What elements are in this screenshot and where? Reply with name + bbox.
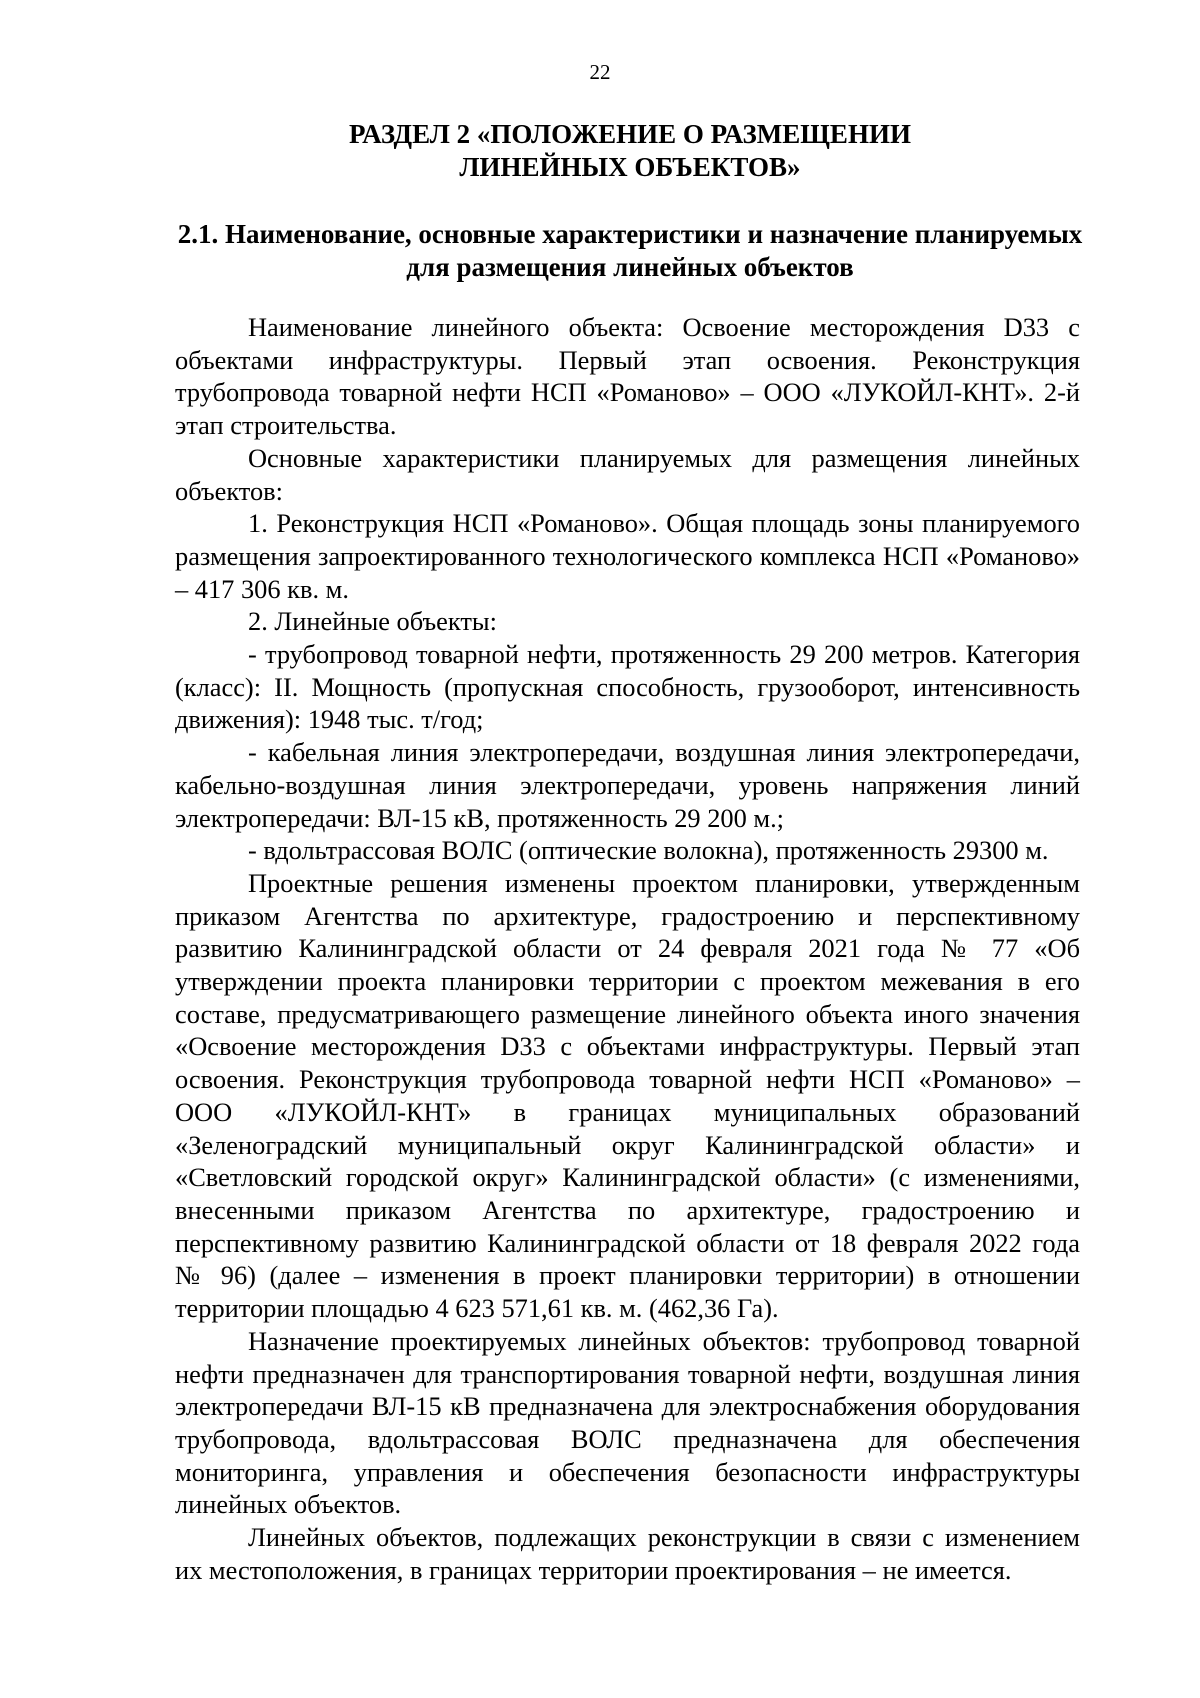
subsection-title-line-1: 2.1. Наименование, основные характеристики и назначение планируемых (177, 219, 1083, 249)
section-title-line-1: РАЗДЕЛ 2 «ПОЛОЖЕНИЕ О РАЗМЕЩЕНИИ (349, 119, 911, 149)
paragraph-reconstruction-note: Линейных объектов, подлежащих реконструкции в связи с изменением их местоположения, в границах территории проектирования – не имеется. (175, 1522, 1080, 1585)
paragraph-power-line: - кабельная линия электропередачи, воздушная линия электропередачи, кабельно-воздушная линия электропередачи, уровень напряжения линий электропередачи: ВЛ-15 кВ, протяженность 29 200 м.; (175, 737, 1080, 833)
paragraph-purpose: Назначение проектируемых линейных объектов: трубопровод товарной нефти предназначен для транспортирования товарной нефти, воздушная линия электропередачи ВЛ-15 кВ предназначена для электроснабжения оборудования трубопровода, вдольтрассовая ВОЛС предназначена для обеспечения мониторинга, управления и обеспечения безопасности инфраструктуры линейных объектов. (175, 1325, 1080, 1520)
subsection-title (175, 218, 1085, 284)
page-number: 22 (589, 60, 611, 84)
subsection-title-line-2: для размещения линейных объектов (406, 252, 854, 282)
paragraph-fiber-line: - вдольтрассовая ВОЛС (оптические волокна), протяженность 29300 м. (248, 835, 1049, 866)
section-title-line-2: ЛИНЕЙНЫХ ОБЪЕКТОВ» (459, 152, 801, 182)
paragraph-object-name: Наименование линейного объекта: Освоение месторождения D33 с объектами инфраструктуры. Первый этап освоения. Реконструкция трубопровода товарной нефти НСП «Романово» – ООО «ЛУКОЙЛ-КНТ». 2-й этап строительства. (175, 312, 1080, 441)
paragraph-pipeline: - трубопровод товарной нефти, протяженность 29 200 метров. Категория (класс): II. Мощность (пропускная способность, грузооборот, интенсивность движения): 1948 тыс. т/год; (175, 639, 1080, 735)
paragraph-project-decisions: Проектные решения изменены проектом планировки, утвержденным приказом Агентства по архитектуре, градостроению и перспективному развитию Калининградской области от 24 февраля 2021 года № 77 «Об утверждении проекта планировки территории с проектом межевания в его составе, предусматривающего размещение линейного объекта иного значения «Освоение месторождения D33 с объектами инфраструктуры. Первый этап освоения. Реконструкция трубопровода товарной нефти НСП «Романово» – ООО «ЛУКОЙЛ-КНТ» в границах муниципальных образований «Зеленоградский муниципальный округ Калининградской области» и «Светловский городской округ» Калининградской области» (с изменениями, внесенными приказом Агентства по архитектуре, градостроению и перспективному развитию Калининградской области от 18 февраля 2022 года № 96) (далее – изменения в проект планировки территории) в отношении территории площадью 4 623 571,61 кв. м. (462,36 Га). (175, 867, 1080, 1324)
body-text (175, 311, 1080, 1586)
paragraph-item-2-linear-objects: 2. Линейные объекты: (248, 606, 497, 637)
section-title (175, 118, 1085, 184)
paragraph-characteristics-intro: Основные характеристики планируемых для размещения линейных объектов: (175, 442, 1080, 506)
paragraph-item-1-nsp: 1. Реконструкция НСП «Романово». Общая площадь зоны планируемого размещения запроектированного технологического комплекса НСП «Романово» – 417 306 кв. м. (175, 508, 1080, 604)
